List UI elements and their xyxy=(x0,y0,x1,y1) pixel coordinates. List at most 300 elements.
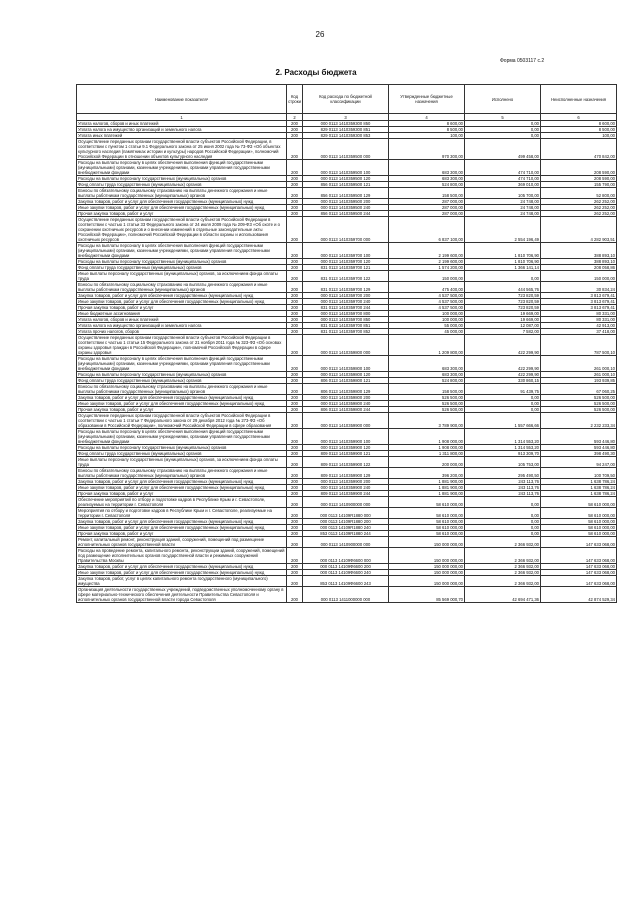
cell-approved: 1 209 800,00 xyxy=(389,335,465,356)
cell-name: Расходы на выплаты персоналу в целях обеспечения выполнения функций государственными (муниципальными) органами, казенными учреждениями, органами управления государственными внебюджетными фондами xyxy=(77,160,287,176)
cell-kbk: 000 0113 1410359700 000 xyxy=(303,217,389,243)
cell-remain: 147 633 068,00 xyxy=(541,548,617,564)
cell-name: Иные закупки товаров, работ и услуг для обеспечения государственных (муниципальных) нужд xyxy=(77,525,287,531)
cell-code: 200 xyxy=(287,211,303,217)
cell-remain: 100 709,50 xyxy=(541,468,617,479)
cell-code: 200 xyxy=(287,335,303,356)
cell-code: 200 xyxy=(287,519,303,525)
cell-done: 369 010,00 xyxy=(465,182,541,188)
cell-approved: 4 537 500,00 xyxy=(389,293,465,299)
cell-remain: 193 939,85 xyxy=(541,378,617,384)
table-row xyxy=(77,199,617,205)
cell-kbk: 000 0113 1410359500 240 xyxy=(303,205,389,211)
cell-approved: 100 000,00 xyxy=(389,311,465,317)
cell-kbk: 000 0113 1410359900 000 xyxy=(303,413,389,429)
cell-kbk: 000 0113 14109Ф6600 240 xyxy=(303,570,389,576)
cell-remain: 388 893,10 xyxy=(541,243,617,259)
cell-name: Фонд оплаты труда государственных (муниципальных) органов xyxy=(77,451,287,457)
cell-name: Осуществление переданных органам государственной власти субъектов Российской Федерации в соответствии с частью 1 статьи 15 Федерального закона от 21 ноября 2011 года № 323-ФЗ «Об основах охраны здоровья граждан в Российской Федерации», полномочий Российской Федерации в сфере охраны здоровья xyxy=(77,335,287,356)
cell-code: 200 xyxy=(287,188,303,199)
cell-done: 474 710,00 xyxy=(465,176,541,182)
cell-code: 200 xyxy=(287,205,303,211)
cell-remain: 147 633 068,00 xyxy=(541,537,617,548)
cell-approved: 970 300,00 xyxy=(389,139,465,160)
cell-code: 200 xyxy=(287,305,303,311)
cell-done: 913 309,70 xyxy=(465,451,541,457)
cell-kbk: 000 0113 1410359700 240 xyxy=(303,299,389,305)
cell-name: Иные закупки товаров, работ и услуг для обеспечения государственных (муниципальных) нужд xyxy=(77,205,287,211)
table-row xyxy=(77,265,617,271)
cell-remain: 67 060,25 xyxy=(541,384,617,395)
cell-approved: 58 610 000,00 xyxy=(389,519,465,525)
table-row xyxy=(77,243,617,259)
cell-kbk: 000 0113 1410359500 200 xyxy=(303,199,389,205)
cell-done: 2 366 932,00 xyxy=(465,576,541,587)
cell-approved: 4 537 500,00 xyxy=(389,299,465,305)
cell-name: Иные закупки товаров, работ и услуг для обеспечения государственных (муниципальных) нужд xyxy=(77,401,287,407)
cell-remain: 80 331,00 xyxy=(541,311,617,317)
cell-done: 0,00 xyxy=(465,395,541,401)
cell-kbk: 000 0113 1410359700 850 xyxy=(303,317,389,323)
table-row xyxy=(77,468,617,479)
cell-code: 200 xyxy=(287,479,303,485)
cell-kbk: 000 0113 1410900000 000 xyxy=(303,497,389,508)
cell-name: Расходы на выплаты персоналу в целях обеспечения выполнения функций государственными (муниципальными) органами, казенными учреждениями, органами управления государственными внебюджетными фондами xyxy=(77,356,287,372)
cell-remain: 58 610 000,00 xyxy=(541,508,617,519)
cell-approved: 200 000,00 xyxy=(389,457,465,468)
cell-approved: 150 000 000,00 xyxy=(389,564,465,570)
cell-done: 422 299,90 xyxy=(465,335,541,356)
cell-remain: 80 331,00 xyxy=(541,317,617,323)
table-row xyxy=(77,564,617,570)
cell-name: Иные выплаты персоналу государственных (муниципальных) органов, за исключением фонда оплаты труда xyxy=(77,271,287,282)
table-row xyxy=(77,378,617,384)
cell-kbk: 000 0113 1410359800 200 xyxy=(303,395,389,401)
table-row xyxy=(77,282,617,293)
cell-done: 444 565,76 xyxy=(465,282,541,293)
cell-remain: 4 282 903,51 xyxy=(541,217,617,243)
cell-done: 1 314 553,20 xyxy=(465,429,541,445)
cell-code: 200 xyxy=(287,121,303,127)
cell-remain: 787 500,10 xyxy=(541,335,617,356)
cell-code: 200 xyxy=(287,451,303,457)
cell-remain: 526 500,00 xyxy=(541,407,617,413)
table-row xyxy=(77,570,617,576)
cell-approved: 683 300,00 xyxy=(389,176,465,182)
cell-done: 330 860,15 xyxy=(465,378,541,384)
table-body xyxy=(77,121,617,603)
cell-approved: 683 300,00 xyxy=(389,160,465,176)
column-index-row xyxy=(77,114,617,121)
cell-remain: 261 000,10 xyxy=(541,356,617,372)
cell-name: Осуществление переданных органам государственной власти субъектов Российской Федерации, в соответствии с пунктом 1 статьи 9.1 Федерального закона от 25 июня 2002 года № 73-ФЗ «Об объектах культурного наследия (памятниках истории и культуры) народов Российской Федерации», полномочий Российской Федерации в отношении объектов культурного наследия xyxy=(77,139,287,160)
cell-code: 200 xyxy=(287,317,303,323)
header-name: Наименование показателя¹ xyxy=(77,85,287,114)
cell-kbk: 000 0113 1410359700 100 xyxy=(303,243,389,259)
cell-done: 0,00 xyxy=(465,519,541,525)
expenses-table xyxy=(76,84,617,603)
table-row xyxy=(77,587,617,603)
cell-approved: 45 000,00 xyxy=(389,329,465,335)
table-row xyxy=(77,271,617,282)
cell-done: 0,00 xyxy=(465,407,541,413)
cell-approved: 683 300,00 xyxy=(389,356,465,372)
cell-done: 422 299,90 xyxy=(465,372,541,378)
cell-code: 200 xyxy=(287,160,303,176)
cell-approved: 6 837 100,00 xyxy=(389,217,465,243)
cell-approved: 58 610 000,00 xyxy=(389,497,465,508)
cell-done: 243 113,76 xyxy=(465,491,541,497)
cell-kbk: 806 0113 1410359800 244 xyxy=(303,407,389,413)
cell-approved: 8 500,00 xyxy=(389,127,465,133)
cell-code: 200 xyxy=(287,182,303,188)
cell-remain: 58 610 000,00 xyxy=(541,497,617,508)
table-row xyxy=(77,576,617,587)
cell-approved: 158 500,00 xyxy=(389,384,465,395)
col-index: 5 xyxy=(465,114,541,121)
cell-approved: 8 600,00 xyxy=(389,121,465,127)
cell-remain: 208 590,00 xyxy=(541,176,617,182)
cell-remain: 398 490,30 xyxy=(541,451,617,457)
cell-kbk: 000 0113 1410359500 120 xyxy=(303,176,389,182)
section-title: 2. Расходы бюджета xyxy=(275,68,357,77)
cell-name: Прочая закупка товаров, работ и услуг xyxy=(77,211,287,217)
cell-code: 200 xyxy=(287,356,303,372)
cell-approved: 1 574 200,00 xyxy=(389,265,465,271)
cell-approved: 150 000 000,00 xyxy=(389,548,465,564)
cell-name: Прочая закупка товаров, работ и услуг xyxy=(77,491,287,497)
cell-name: Иные закупки товаров, работ и услуг для обеспечения государственных (муниципальных) нужд xyxy=(77,485,287,491)
cell-done: 723 820,59 xyxy=(465,299,541,305)
cell-code: 200 xyxy=(287,372,303,378)
cell-code: 200 xyxy=(287,311,303,317)
cell-remain: 100,00 xyxy=(541,133,617,139)
cell-remain: 593 446,80 xyxy=(541,445,617,451)
cell-name: Расходы на выплаты персоналу государственных (муниципальных) органов xyxy=(77,259,287,265)
cell-done: 7 582,00 xyxy=(465,329,541,335)
table-row xyxy=(77,182,617,188)
cell-name: Расходы на проведение ремонта, капитального ремонта, реконструкции зданий, сооружений, помещений под размещение исполнительных органов государственной власти и режимных сооружений Правительства Москвы xyxy=(77,548,287,564)
table-row xyxy=(77,451,617,457)
cell-code: 200 xyxy=(287,217,303,243)
cell-remain: 388 893,10 xyxy=(541,259,617,265)
cell-kbk: 000 0113 1410359500 000 xyxy=(303,139,389,160)
cell-name: Уплата налогов, сборов и иных платежей xyxy=(77,121,287,127)
cell-approved: 58 610 000,00 xyxy=(389,508,465,519)
header-remain: Неисполненные назначения xyxy=(541,85,617,114)
table-row xyxy=(77,497,617,508)
cell-done: 0,00 xyxy=(465,401,541,407)
cell-approved: 150 000 000,00 xyxy=(389,537,465,548)
table-row xyxy=(77,413,617,429)
cell-code: 200 xyxy=(287,485,303,491)
table-row xyxy=(77,188,617,199)
cell-done: 1 810 706,90 xyxy=(465,259,541,265)
cell-kbk: 000 0113 1410359700 800 xyxy=(303,311,389,317)
cell-kbk: 831 0113 1410359700 129 xyxy=(303,282,389,293)
cell-remain: 1 638 786,24 xyxy=(541,491,617,497)
cell-code: 200 xyxy=(287,564,303,570)
col-index: 1 xyxy=(77,114,287,121)
cell-remain: 8 500,00 xyxy=(541,127,617,133)
cell-name: Закупка товаров, работ и услуг для обеспечения государственных (муниципальных) нужд xyxy=(77,199,287,205)
cell-code: 200 xyxy=(287,378,303,384)
cell-approved: 58 610 000,00 xyxy=(389,531,465,537)
cell-done: 19 669,00 xyxy=(465,311,541,317)
cell-kbk: 000 0113 1410359800 000 xyxy=(303,335,389,356)
cell-kbk: 000 0113 14109R1880 240 xyxy=(303,525,389,531)
cell-approved: 524 800,00 xyxy=(389,182,465,188)
cell-kbk: 000 0113 1410359800 120 xyxy=(303,372,389,378)
cell-remain: 58 610 000,00 xyxy=(541,531,617,537)
table-row xyxy=(77,121,617,127)
col-index: 2 xyxy=(287,114,303,121)
cell-kbk: 831 0113 1410359700 852 xyxy=(303,329,389,335)
cell-code: 200 xyxy=(287,587,303,603)
cell-name: Мероприятия по отбору и подготовке кадров в Республике Крым и г. Севастополе, реализуемые на территории г. Севастополя xyxy=(77,508,287,519)
cell-code: 200 xyxy=(287,323,303,329)
cell-approved: 100 000,00 xyxy=(389,317,465,323)
cell-name: Закупка товаров, работ и услуг для обеспечения государственных (муниципальных) нужд xyxy=(77,293,287,299)
cell-code: 200 xyxy=(287,133,303,139)
col-index: 6 xyxy=(541,114,617,121)
table-row xyxy=(77,485,617,491)
cell-kbk: 831 0113 1410359700 851 xyxy=(303,323,389,329)
cell-kbk: 856 0113 1410359500 244 xyxy=(303,211,389,217)
cell-approved: 475 400,00 xyxy=(389,282,465,293)
cell-kbk: 000 0113 1410359700 200 xyxy=(303,293,389,299)
cell-code: 200 xyxy=(287,293,303,299)
cell-approved: 396 200,00 xyxy=(389,468,465,479)
cell-code: 200 xyxy=(287,176,303,182)
cell-remain: 42 913,00 xyxy=(541,323,617,329)
cell-done: 2 366 932,00 xyxy=(465,564,541,570)
cell-kbk: 809 0113 1410359900 244 xyxy=(303,491,389,497)
cell-code: 200 xyxy=(287,265,303,271)
cell-done: 2 366 932,00 xyxy=(465,548,541,564)
cell-kbk: 000 0113 1410359900 100 xyxy=(303,429,389,445)
cell-name: Фонд оплаты труда государственных (муниципальных) органов xyxy=(77,378,287,384)
cell-name: Ремонт, капитальный ремонт, реконструкция зданий, сооружений, помещений под размещение исполнительных органов государственной власти xyxy=(77,537,287,548)
cell-name: Осуществление переданных органам государственной власти субъектов Российской Федерации в соответствии с частью 1 статьи 7 Федерального закона от 29 декабря 2012 года № 273-ФЗ «Об образовании в Российской Федерации», полномочий Российской Федерации в сфере образования xyxy=(77,413,287,429)
cell-approved: 683 300,00 xyxy=(389,372,465,378)
cell-name: Расходы на выплаты персоналу в целях обеспечения выполнения функций государственными (муниципальными) органами, казенными учреждениями, органами управления государственными внебюджетными фондами xyxy=(77,429,287,445)
cell-done: 1 314 553,20 xyxy=(465,445,541,451)
cell-name: Прочая закупка товаров, работ и услуг xyxy=(77,407,287,413)
cell-done: 24 748,00 xyxy=(465,205,541,211)
cell-approved: 55 000,00 xyxy=(389,323,465,329)
cell-kbk: 000 0113 14109R1880 200 xyxy=(303,519,389,525)
table-row xyxy=(77,445,617,451)
cell-kbk: 829 0113 1410359300 851 xyxy=(303,127,389,133)
cell-remain: 58 610 000,00 xyxy=(541,519,617,525)
cell-approved: 4 537 500,00 xyxy=(389,305,465,311)
table-row xyxy=(77,205,617,211)
cell-remain: 42 874 529,34 xyxy=(541,587,617,603)
cell-name: Фонд оплаты труда государственных (муниципальных) органов xyxy=(77,182,287,188)
cell-code: 200 xyxy=(287,271,303,282)
cell-code: 200 xyxy=(287,537,303,548)
cell-approved: 158 500,00 xyxy=(389,188,465,199)
cell-remain: 1 638 786,24 xyxy=(541,485,617,491)
cell-name: Иные выплаты персоналу государственных (муниципальных) органов, за исключением фонда оплаты труда xyxy=(77,457,287,468)
cell-kbk: 831 0113 1410359700 244 xyxy=(303,305,389,311)
cell-remain: 30 834,24 xyxy=(541,282,617,293)
cell-code: 200 xyxy=(287,508,303,519)
cell-done: 105 700,00 xyxy=(465,188,541,199)
cell-remain: 208 590,00 xyxy=(541,160,617,176)
header-code: Код строки xyxy=(287,85,303,114)
cell-remain: 58 610 000,00 xyxy=(541,525,617,531)
cell-remain: 470 842,00 xyxy=(541,139,617,160)
cell-kbk: 829 0113 1410359300 853 xyxy=(303,133,389,139)
cell-name: Иные бюджетные ассигнования xyxy=(77,311,287,317)
cell-kbk: 000 0113 14109Ф6600 200 xyxy=(303,564,389,570)
cell-done: 0,00 xyxy=(465,531,541,537)
cell-done: 12 087,00 xyxy=(465,323,541,329)
table-row xyxy=(77,519,617,525)
cell-code: 200 xyxy=(287,395,303,401)
header-done: Исполнено xyxy=(465,85,541,114)
cell-kbk: 000 0113 1410359500 100 xyxy=(303,160,389,176)
cell-kbk: 000 0113 1410900000 000 xyxy=(303,537,389,548)
cell-approved: 287 000,00 xyxy=(389,211,465,217)
cell-remain: 37 418,00 xyxy=(541,329,617,335)
cell-kbk: 000 0113 1410359300 850 xyxy=(303,121,389,127)
cell-done: 295 490,50 xyxy=(465,468,541,479)
cell-code: 200 xyxy=(287,525,303,531)
cell-done: 0,00 xyxy=(465,525,541,531)
cell-code: 200 xyxy=(287,491,303,497)
cell-name: Уплата налогов, сборов и иных платежей xyxy=(77,317,287,323)
cell-done: 91 439,75 xyxy=(465,384,541,395)
cell-name: Прочая закупка товаров, работ и услуг xyxy=(77,305,287,311)
cell-name: Уплата налога на имущество организаций и земельного налога xyxy=(77,127,287,133)
cell-code: 200 xyxy=(287,548,303,564)
cell-done: 0,00 xyxy=(465,127,541,133)
table-header-row xyxy=(77,85,617,114)
cell-name: Обеспечение мероприятий по отбору и подготовке кадров в Республике Крым и г. Севастополе, реализуемых на территории г. Севастополя xyxy=(77,497,287,508)
cell-remain: 593 446,80 xyxy=(541,429,617,445)
cell-name: Расходы на выплаты персоналу государственных (муниципальных) органов xyxy=(77,176,287,182)
cell-done: 723 820,59 xyxy=(465,293,541,299)
cell-name: Расходы на выплаты персоналу государственных (муниципальных) органов xyxy=(77,372,287,378)
cell-kbk: 809 0113 1410359900 122 xyxy=(303,457,389,468)
cell-code: 200 xyxy=(287,282,303,293)
cell-approved: 287 000,00 xyxy=(389,205,465,211)
cell-done: 105 753,00 xyxy=(465,457,541,468)
cell-code: 200 xyxy=(287,401,303,407)
cell-approved: 287 000,00 xyxy=(389,199,465,205)
cell-name: Взносы по обязательному социальному страхованию на выплаты денежного содержания и иные выплаты работникам государственных (муниципальных) органов xyxy=(77,384,287,395)
cell-done: 24 748,00 xyxy=(465,211,541,217)
cell-done: 0,00 xyxy=(465,271,541,282)
table-row xyxy=(77,139,617,160)
cell-name: Иные закупки товаров, работ и услуг для обеспечения государственных (муниципальных) нужд xyxy=(77,299,287,305)
cell-kbk: 806 0113 1410359800 121 xyxy=(303,378,389,384)
cell-approved: 1 908 000,00 xyxy=(389,445,465,451)
cell-kbk: 000 0113 1410359800 100 xyxy=(303,356,389,372)
cell-code: 200 xyxy=(287,407,303,413)
cell-done: 0,00 xyxy=(465,497,541,508)
cell-kbk: 000 0113 1410359900 200 xyxy=(303,479,389,485)
cell-remain: 147 633 068,00 xyxy=(541,570,617,576)
cell-remain: 526 500,00 xyxy=(541,395,617,401)
form-label: Форма 0503117 с.2 xyxy=(500,58,545,64)
table-row xyxy=(77,356,617,372)
cell-name: Взносы по обязательному социальному страхованию на выплаты денежного содержания и иные выплаты работникам государственных (муниципальных) органов xyxy=(77,188,287,199)
cell-approved: 2 199 600,00 xyxy=(389,259,465,265)
cell-done: 1 810 706,90 xyxy=(465,243,541,259)
cell-name: Закупка товаров, работ, услуг в целях капитального ремонта государственного (муниципального) имущества xyxy=(77,576,287,587)
table-row xyxy=(77,384,617,395)
table-row xyxy=(77,160,617,176)
cell-code: 200 xyxy=(287,413,303,429)
cell-name: Взносы по обязательному социальному страхованию на выплаты денежного содержания и иные выплаты работникам государственных (муниципальных) органов xyxy=(77,282,287,293)
cell-approved: 150 000 000,00 xyxy=(389,576,465,587)
cell-done: 474 710,00 xyxy=(465,160,541,176)
cell-kbk: 831 0113 1410359700 122 xyxy=(303,271,389,282)
cell-kbk: 853 0113 14109R1880 244 xyxy=(303,531,389,537)
cell-done: 2 366 932,00 xyxy=(465,570,541,576)
cell-kbk: 000 0113 1411000000 000 xyxy=(303,587,389,603)
cell-name: Закупка товаров, работ и услуг для обеспечения государственных (муниципальных) нужд xyxy=(77,519,287,525)
cell-code: 200 xyxy=(287,329,303,335)
cell-done: 2 554 196,49 xyxy=(465,217,541,243)
table-row xyxy=(77,401,617,407)
table-row xyxy=(77,217,617,243)
cell-name: Закупка товаров, работ и услуг для обеспечения государственных (муниципальных) нужд xyxy=(77,564,287,570)
page-number: 26 xyxy=(315,30,325,39)
cell-done: 2 366 932,00 xyxy=(465,537,541,548)
cell-approved: 526 500,00 xyxy=(389,395,465,401)
header-approved: Утвержденные бюджетные назначения xyxy=(389,85,465,114)
table-row xyxy=(77,323,617,329)
cell-done: 243 113,76 xyxy=(465,479,541,485)
cell-remain: 261 000,10 xyxy=(541,372,617,378)
cell-kbk: 000 0113 14109R1880 000 xyxy=(303,508,389,519)
cell-kbk: 000 0113 1410359800 240 xyxy=(303,401,389,407)
cell-code: 200 xyxy=(287,384,303,395)
cell-name: Расходы на выплаты персоналу в целях обеспечения выполнения функций государственными (муниципальными) органами, казенными учреждениями, органами управления государственными внебюджетными фондами xyxy=(77,243,287,259)
cell-remain: 262 252,00 xyxy=(541,199,617,205)
cell-kbk: 000 0113 1410359900 120 xyxy=(303,445,389,451)
cell-name: Прочая закупка товаров, работ и услуг xyxy=(77,531,287,537)
cell-kbk: 853 0113 14109Ф6600 243 xyxy=(303,576,389,587)
cell-name: Иные закупки товаров, работ и услуг для обеспечения государственных (муниципальных) нужд xyxy=(77,570,287,576)
cell-code: 200 xyxy=(287,429,303,445)
table-row xyxy=(77,293,617,299)
cell-code: 200 xyxy=(287,457,303,468)
cell-done: 1 366 141,14 xyxy=(465,265,541,271)
cell-remain: 208 058,86 xyxy=(541,265,617,271)
cell-remain: 262 252,00 xyxy=(541,205,617,211)
cell-name: Закупка товаров, работ и услуг для обеспечения государственных (муниципальных) нужд xyxy=(77,395,287,401)
table-row xyxy=(77,525,617,531)
cell-done: 1 557 666,66 xyxy=(465,413,541,429)
table-row xyxy=(77,259,617,265)
cell-done: 42 694 471,36 xyxy=(465,587,541,603)
cell-approved: 526 500,00 xyxy=(389,401,465,407)
cell-remain: 147 633 068,00 xyxy=(541,564,617,570)
cell-remain: 52 800,00 xyxy=(541,188,617,199)
cell-approved: 150 000 000,00 xyxy=(389,570,465,576)
col-index: 4 xyxy=(389,114,465,121)
cell-code: 200 xyxy=(287,199,303,205)
cell-done: 24 748,00 xyxy=(465,199,541,205)
cell-code: 200 xyxy=(287,127,303,133)
cell-remain: 147 633 068,00 xyxy=(541,576,617,587)
